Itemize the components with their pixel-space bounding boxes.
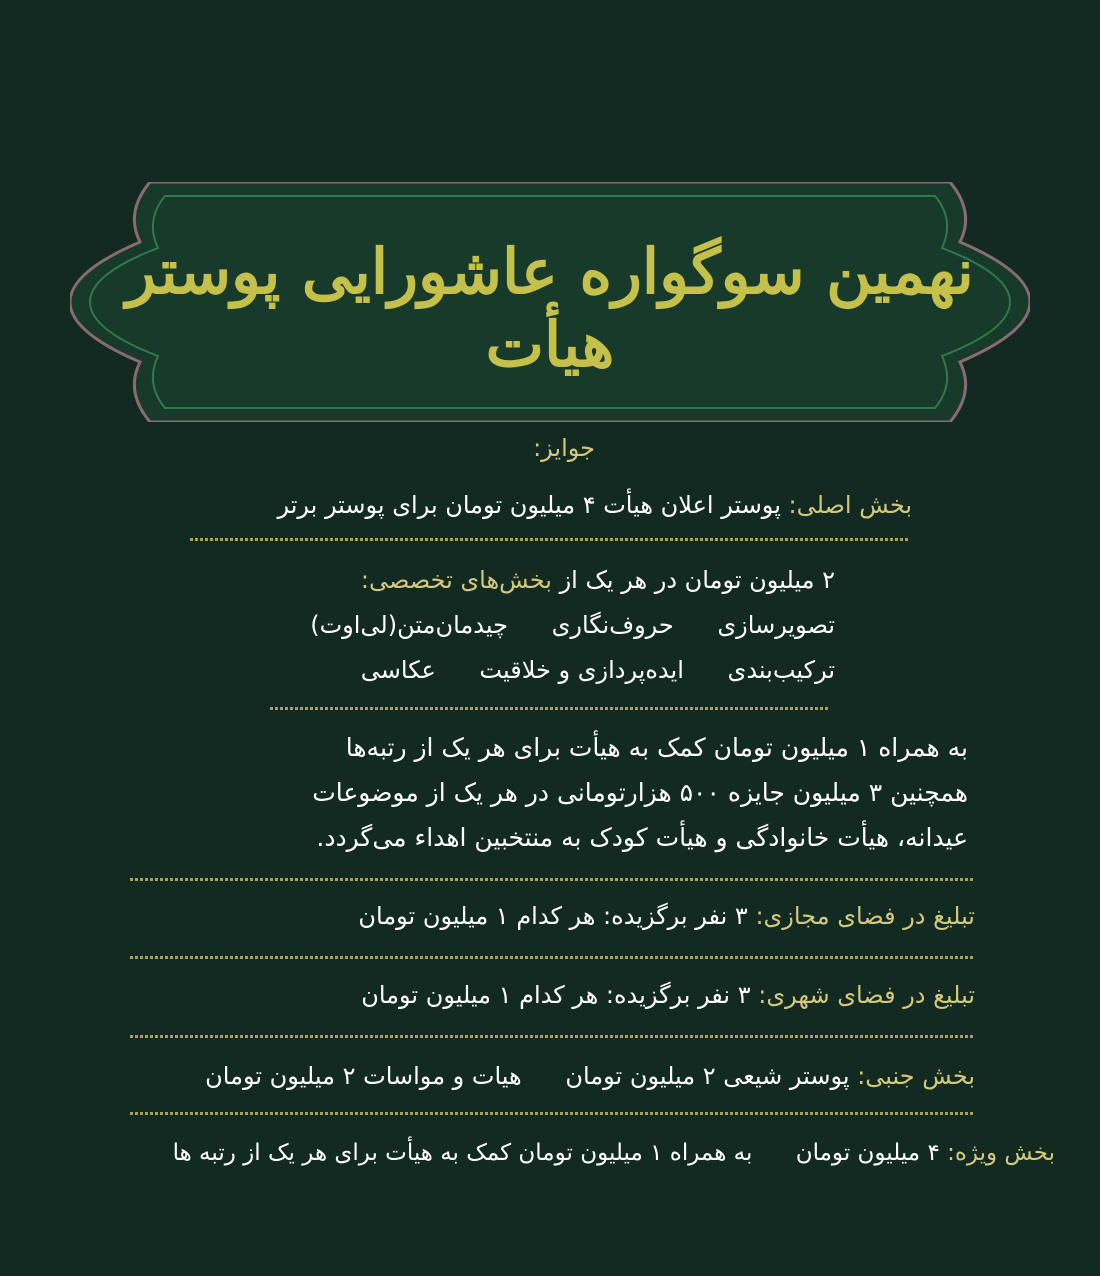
specialized-row-3 xyxy=(361,656,835,684)
specialized-item: حروف‌نگاری xyxy=(551,611,674,639)
main-section-label: بخش اصلی: xyxy=(788,491,912,519)
specialized-item: عکاسی xyxy=(360,656,436,684)
divider xyxy=(270,706,830,712)
specialized-row-1 xyxy=(361,566,835,594)
divider xyxy=(190,537,910,543)
divider xyxy=(130,955,975,961)
specialized-row-2 xyxy=(310,611,835,639)
side-section-label: بخش جنبی: xyxy=(857,1062,975,1090)
virtual-ads-amount: هر کدام ۱ میلیون تومان xyxy=(358,902,596,930)
page-title: نهمین سوگواره عاشورایی پوستر هیأت xyxy=(126,235,974,381)
specialized-item: تصویرسازی xyxy=(717,611,835,639)
main-section-row xyxy=(277,491,912,519)
urban-ads-label: تبلیغ در فضای شهری: xyxy=(758,981,975,1009)
specialized-item: ترکیب‌بندی xyxy=(727,656,835,684)
urban-ads-count: ۳ نفر برگزیده: xyxy=(605,981,751,1009)
specialized-label: بخش‌های تخصصی: xyxy=(360,566,552,594)
divider xyxy=(130,1111,975,1117)
virtual-ads-count: ۳ نفر برگزیده: xyxy=(603,902,748,930)
special-section-extra: به همراه ۱ میلیون تومان کمک به هیأت برای هر یک از رتبه ها xyxy=(172,1140,753,1166)
paragraph-line: به همراه ۱ میلیون تومان کمک به هیأت برای هر یک از رتبه‌ها xyxy=(345,733,968,762)
specialized-item: ایده‌پردازی و خلاقیت xyxy=(479,656,684,684)
specialized-item: چیدمان‌متن(لی‌اوت) xyxy=(310,611,508,639)
virtual-ads-row xyxy=(358,902,975,930)
side-section-item-1: پوستر شیعی ۲ میلیون تومان xyxy=(565,1062,850,1090)
paragraph-line: همچنین ۳ میلیون جایزه ۵۰۰ هزارتومانی در هر یک از موضوعات xyxy=(312,778,968,807)
urban-ads-row xyxy=(361,981,975,1009)
special-section-label: بخش ویژه: xyxy=(947,1140,1055,1166)
side-section-item-2: هیات و مواسات ۲ میلیون تومان xyxy=(205,1062,522,1090)
virtual-ads-label: تبلیغ در فضای مجازی: xyxy=(755,902,975,930)
main-section-text: پوستر اعلان هیأت ۴ میلیون تومان برای پوستر برتر xyxy=(277,491,781,519)
special-section-amount: ۴ میلیون تومان xyxy=(795,1140,940,1166)
prizes-heading: جوایز: xyxy=(533,434,595,462)
urban-ads-amount: هر کدام ۱ میلیون تومان xyxy=(361,981,599,1009)
specialized-prefix: ۲ میلیون تومان در هر یک از xyxy=(559,566,835,594)
side-section-row xyxy=(205,1062,975,1090)
special-section-row xyxy=(173,1140,1055,1166)
divider xyxy=(130,1034,975,1040)
paragraph-line: عیدانه، هیأت خانوادگی و هیأت کودک به منتخبین اهداء می‌گردد. xyxy=(316,823,968,852)
divider xyxy=(130,877,975,883)
